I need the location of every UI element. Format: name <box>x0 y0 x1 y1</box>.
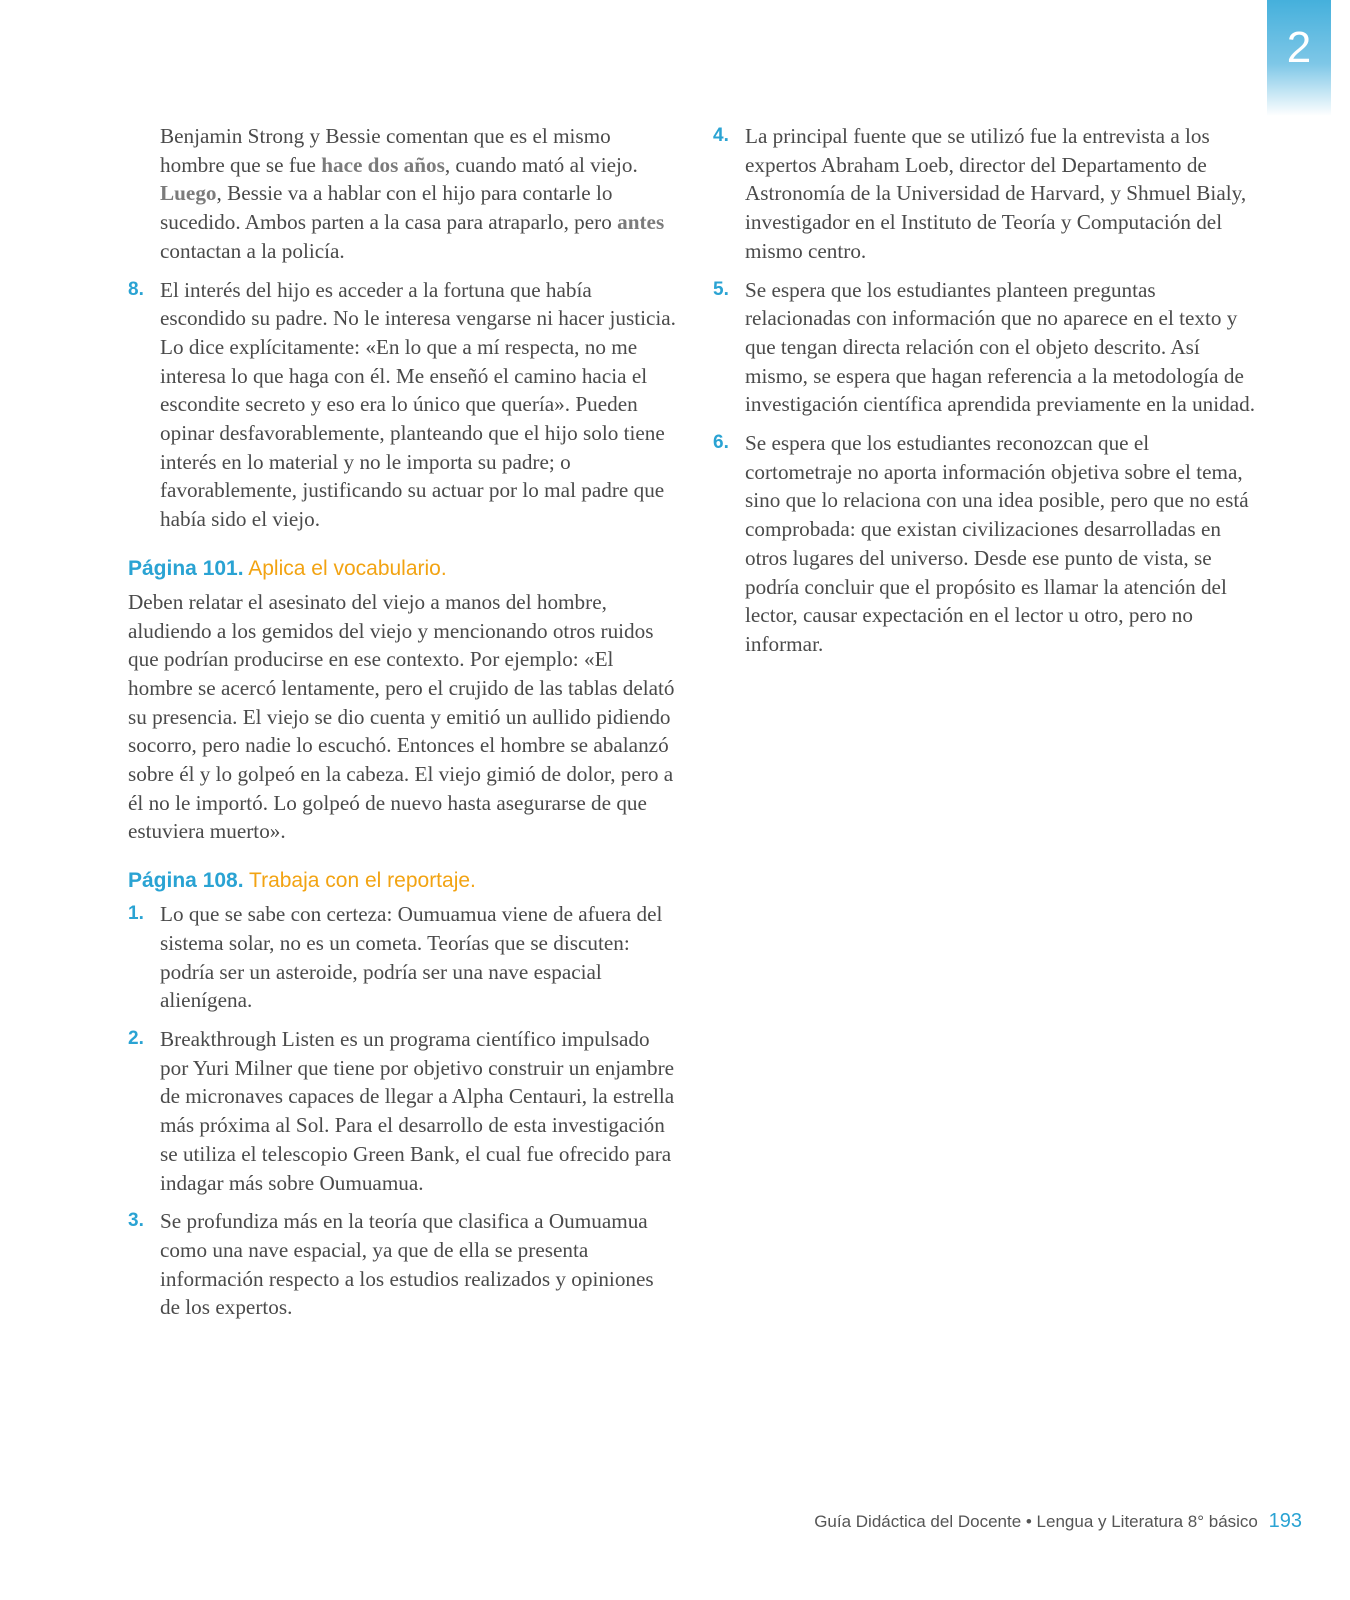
unit-tab <box>1267 0 1331 116</box>
item-text: Breakthrough Listen es un programa científico impulsado por Yuri Milner que tiene por objetivo construir un enjambre de micronaves capaces de llegar a Alpha Centauri, la estrella más próxima al Sol. Para el desarrollo de esta investigación se utiliza el telescopio Green Bank, el cual fue ofrecido para indagar más sobre Oumuamua. <box>160 1026 675 1195</box>
list-item-8 <box>128 276 676 534</box>
item-number: 1. <box>128 903 144 925</box>
item-number: 8. <box>128 278 144 300</box>
paragraph-101: Deben relatar el asesinato del viejo a manos del hombre, aludiendo a los gemidos del viejo y mencionando otros ruidos que podrían producirse en ese contexto. Por ejemplo: «El hombre se acercó lentamente, pero el crujido de las tablas delató su presencia. El viejo se dio cuenta y emitió un aullido pidiendo socorro, pero nadie lo escuchó. Entonces el hombre se abalanzó sobre él y lo golpeó en la cabeza. El viejo gimió de dolor, pero a él no le importó. Lo golpeó de nuevo hasta asegurarse de que estuviera muerto». <box>128 589 675 844</box>
list-item-2 <box>128 1025 676 1197</box>
list-item-5 <box>713 276 1258 420</box>
heading-title: Aplica el vocabulario. <box>248 556 447 580</box>
item-text: La principal fuente que se utilizó fue la entrevista a los expertos Abraham Loeb, director del Departamento de Astronomía de la Universidad de Harvard, y Shmuel Bialy, investigador en el Instituto de Teoría y Computación del mismo centro. <box>745 124 1247 263</box>
item-text: Lo que se sabe con certeza: Oumuamua viene de afuera del sistema solar, no es un cometa. Teorías que se discuten: podría ser un asteroide, podría ser una nave espacial alienígena. <box>160 902 663 1013</box>
item-number: 5. <box>713 278 729 300</box>
unit-number: 2 <box>1286 23 1312 72</box>
heading-title: Trabaja con el reportaje. <box>249 869 476 893</box>
section-heading-101 <box>128 556 676 582</box>
highlight-term: Luego <box>160 181 217 206</box>
item-text: Se profundiza más en la teoría que clasifica a Oumuamua como una nave espacial, ya que de ella se presenta información respecto a los estudios realizados y opiniones de los expertos. <box>160 1209 654 1320</box>
page-footer <box>814 1510 1302 1533</box>
left-column <box>128 122 676 1332</box>
footer-text: Guía Didáctica del Docente • Lengua y Literatura 8° básico <box>814 1512 1258 1531</box>
highlight-term: antes <box>617 210 665 235</box>
item-number: 4. <box>713 125 729 146</box>
item-7-continuation: Benjamin Strong y Bessie comentan que es el mismo hombre que se fue hace dos años, cuando mató al viejo. Luego, Bessie va a hablar con el hijo para contarle lo sucedido. Ambos parten a la casa para atraparlo, pero antes contactan a la policía. <box>160 124 665 263</box>
heading-page: Página 108. <box>128 869 244 893</box>
list-item-4 <box>713 122 1258 266</box>
item-text: Se espera que los estudiantes reconozcan que el cortometraje no aporta información objetiva sobre el tema, sino que lo relaciona con una idea posible, pero que no está comprobada: que existan civilizaciones desarrolladas en otros lugares del universo. Desde ese punto de vista, se podría concluir que el propósito es llamar la atención del lector, causar expectación en el lector u otro, pero no informar. <box>745 431 1249 656</box>
heading-page: Página 101. <box>128 556 244 580</box>
item-text: Se espera que los estudiantes planteen preguntas relacionadas con información que no aparece en el texto y que tengan directa relación con el objeto descrito. Así mismo, se espera que hagan referencia a la metodología de investigación científica aprendida previamente en la unidad. <box>745 277 1256 417</box>
item-number: 2. <box>128 1027 144 1049</box>
item-number: 3. <box>128 1210 144 1232</box>
item-number: 6. <box>713 432 729 454</box>
list-item-6 <box>713 429 1258 659</box>
highlight-term: hace dos años <box>321 152 445 177</box>
list-item-3 <box>128 1207 676 1322</box>
section-heading-108 <box>128 868 676 894</box>
page-number: 193 <box>1268 1510 1302 1532</box>
right-column <box>713 122 1258 669</box>
item-text: El interés del hijo es acceder a la fortuna que había escondido su padre. No le interesa vengarse ni hacer justicia. Lo dice explícitamente: «En lo que a mí respecta, no me interesa lo que haga con él. Me enseñó el camino hacia el escondite secreto y eso era lo único que quería». Pueden opinar desfavorablemente, planteando que el hijo solo tiene interés en lo material y no le importa su padre; o favorablemente, justificando su actuar por lo mal padre que había sido el viejo. <box>160 277 676 532</box>
list-item-1 <box>128 900 676 1015</box>
